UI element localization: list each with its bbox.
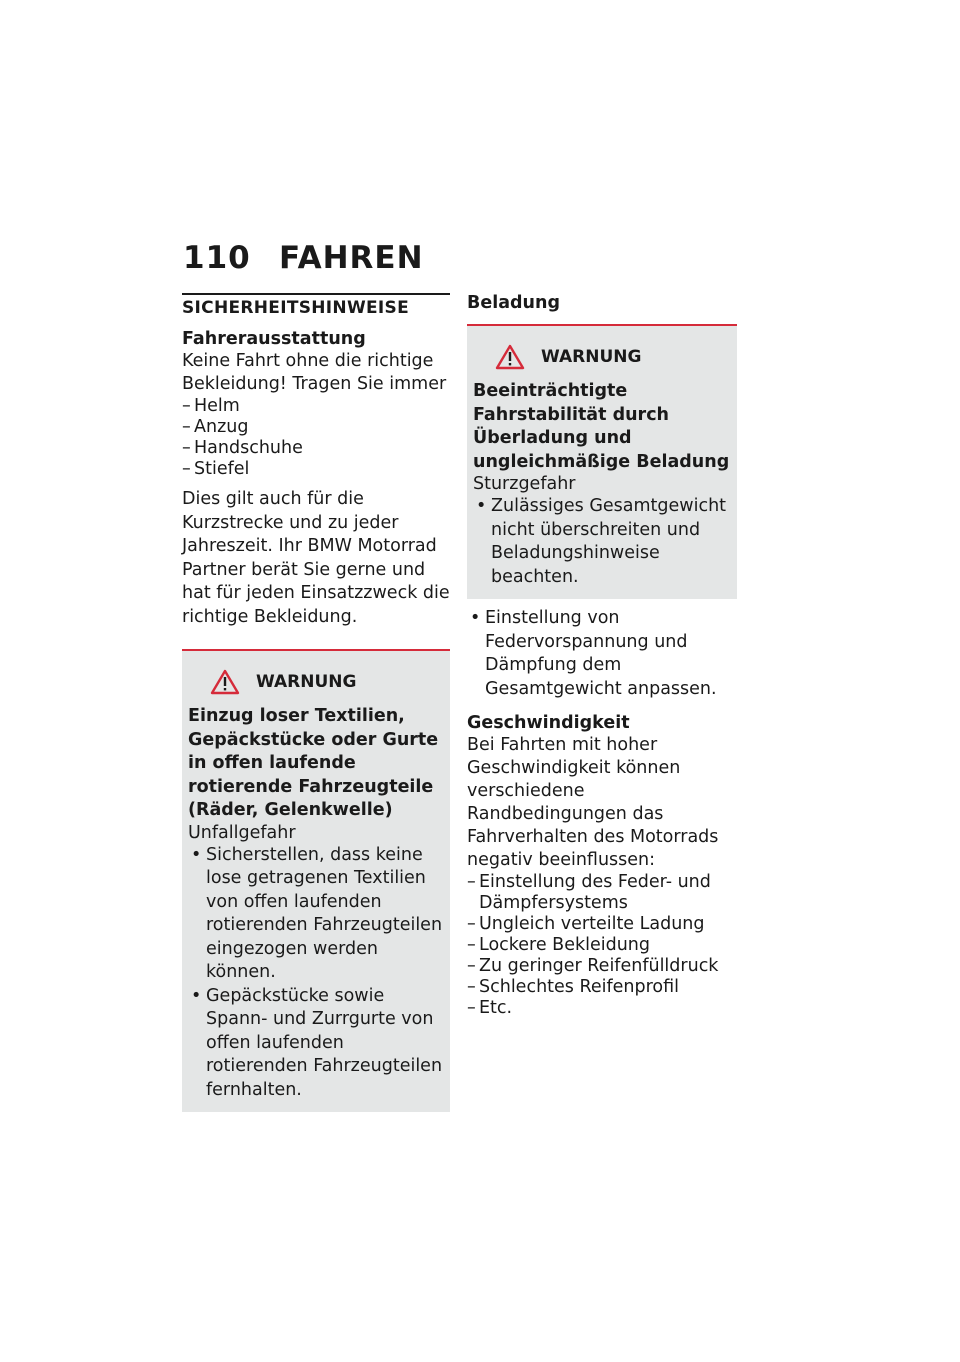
clothing-paragraph: Dies gilt auch für die Kurzstrecke und zu jeder Jahreszeit. Ihr BMW Motorrad Partner berät Sie gerne und hat für jeden Einsatzzweck die richtige Bekleidung. — [182, 489, 450, 627]
warning-header — [495, 344, 731, 370]
section-title-loading: Beladung — [467, 293, 560, 313]
speed-paragraph: Bei Fahrten mit hoher Geschwindigkeit können verschiedene Randbedingungen das Fahrverhalten des Motorrads negativ beeinflussen: — [467, 735, 719, 870]
loading-bullets — [467, 607, 737, 701]
list-item: – Stiefel — [182, 459, 450, 480]
list-item: – Helm — [182, 396, 450, 417]
warning-title: Beeinträchtigte Fahrstabilität durch Überladung und ungleichmäßige Beladung — [473, 381, 730, 472]
equipment-list — [182, 396, 450, 480]
warning-label: WARNUNG — [541, 346, 642, 367]
list-item: – Zu geringer Reifenfülldruck — [467, 956, 737, 977]
chapter-title: FAHREN — [279, 240, 424, 276]
list-item: • Sicherstellen, dass keine lose getragenen Textilien von offen laufenden rotierenden Fahrzeugteilen eingezogen werden können. — [188, 844, 444, 985]
list-item: – Schlechtes Reifenprofil — [467, 977, 737, 998]
list-item: – Einstellung des Feder- und Dämpfersystems — [467, 872, 737, 914]
subhead-rider-equipment: Fahrerausstattung — [182, 329, 366, 349]
list-item: • Zulässiges Gesamtgewicht nicht überschreiten und Beladungshinweise beachten. — [473, 495, 731, 589]
list-item: – Etc. — [467, 998, 737, 1019]
speed-factors-list — [467, 872, 737, 1019]
page-number: 110 — [183, 240, 251, 276]
warning-header — [210, 669, 444, 695]
list-item: • Einstellung von Federvorspannung und Dämpfung dem Gesamtgewicht anpassen. — [467, 607, 737, 701]
list-item: • Gepäckstücke sowie Spann- und Zurrgurte von offen laufenden rotierenden Fahrzeugteilen fernhalten. — [188, 985, 444, 1103]
warning-box-textiles — [182, 649, 450, 1112]
list-item: – Anzug — [182, 417, 450, 438]
page-header — [183, 240, 424, 276]
intro-text: Keine Fahrt ohne die richtige Bekleidung! Tragen Sie immer — [182, 351, 447, 394]
warning-triangle-icon — [210, 669, 240, 695]
warning-triangle-icon — [495, 344, 525, 370]
warning-hazard: Unfallgefahr — [188, 822, 296, 843]
list-item: – Lockere Bekleidung — [467, 935, 737, 956]
subhead-speed: Geschwindigkeit — [467, 713, 630, 733]
right-column — [467, 293, 737, 1019]
warning-label: WARNUNG — [256, 671, 357, 692]
warning-hazard: Sturzgefahr — [473, 474, 576, 494]
left-column — [182, 293, 450, 1112]
warning-title: Einzug loser Textilien, Gepäckstücke oder Gurte in offen laufende rotierende Fahrzeugteile (Räder, Gelenkwelle) — [188, 706, 439, 820]
list-item: – Ungleich verteilte Ladung — [467, 914, 737, 935]
list-item: – Handschuhe — [182, 438, 450, 459]
warning-box-loading — [467, 324, 737, 599]
section-title-safety: SICHERHEITSHINWEISE — [182, 293, 450, 319]
warning-bullets — [473, 495, 731, 589]
warning-bullets — [188, 844, 444, 1103]
